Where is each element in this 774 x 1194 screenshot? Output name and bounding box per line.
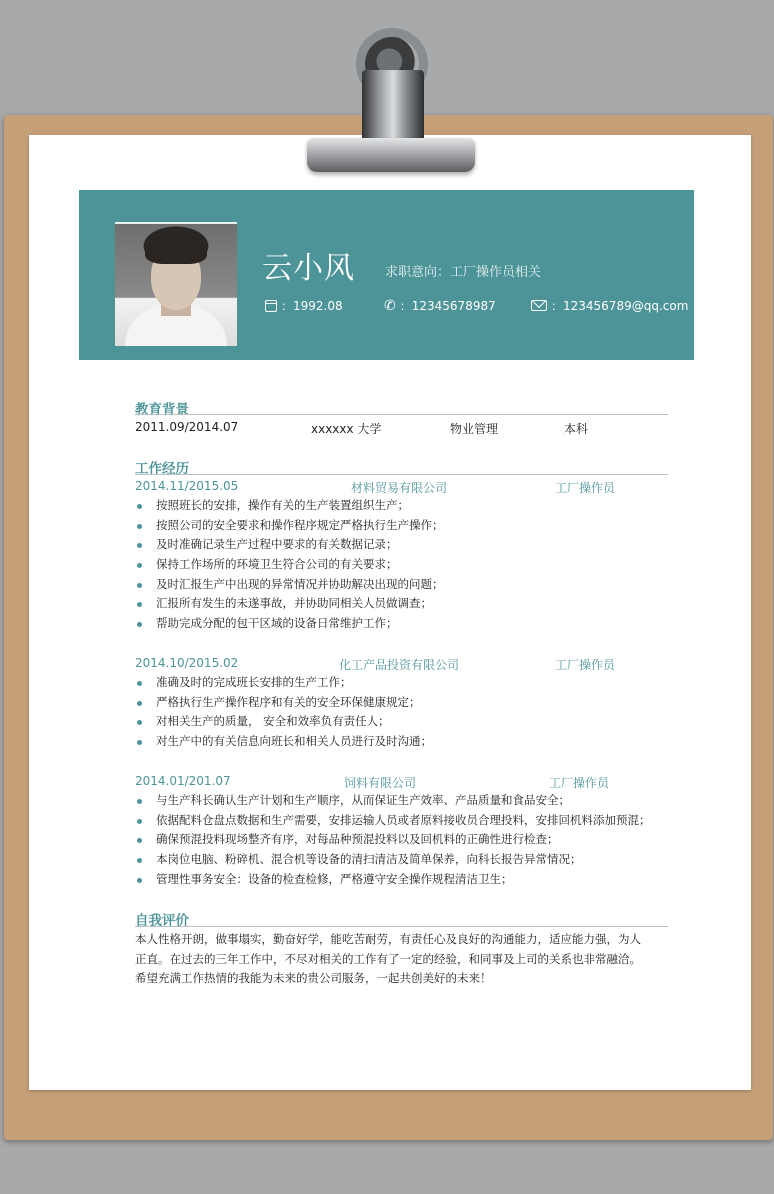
self-eval-line: 正直。在过去的三年工作中，不尽对相关的工作有了一定的经验，和同事及上司的关系也非常融洽。 [135,951,641,966]
education-school: xxxxxx 大学 [311,422,382,436]
self-eval-text [135,930,655,989]
calendar-icon [265,300,277,312]
birth-date: ：1992.08 [281,299,343,313]
job-intent: 求职意向：工厂操作员相关 [385,265,542,280]
job-3-period: 2014.01/201.07 [135,774,231,788]
birth-info [265,297,343,314]
self-eval-title: 自我评价 [135,913,189,929]
self-eval-line: 希望充满工作热情的我能为未来的贵公司服务，一起共创美好的未来！ [135,971,492,985]
phone-icon: ✆ [384,297,396,314]
mail-icon [531,300,547,311]
duty-item: 管理性事务安全：设备的检查检修，严格遵守安全操作规程清洁卫生； [135,870,651,890]
job-1-company: 材料贸易有限公司 [351,481,448,495]
duty-item: 保持工作场所的环境卫生符合公司的有关要求； [135,555,444,575]
email-info [531,297,688,314]
job-1-duties [135,496,444,634]
applicant-name: 云小风 [262,251,355,286]
duty-item: 汇报所有发生的未遂事故，并协助同相关人员做调查； [135,594,444,614]
job-3-company: 饲料有限公司 [344,776,417,790]
education-period: 2011.09/2014.07 [135,420,239,434]
profile-photo [115,222,237,346]
job-1-period: 2014.11/2015.05 [135,479,239,493]
duty-item: 严格执行生产操作程序和有关的安全环保健康规定； [135,693,432,713]
duty-item: 本岗位电脑、粉碎机、混合机等设备的清扫清洁及简单保养，向科长报告异常情况； [135,850,651,870]
job-2-company: 化工产品投资有限公司 [339,658,460,672]
education-divider [135,414,668,415]
duty-item: 及时汇报生产中出现的异常情况并协助解决出现的问题； [135,575,444,595]
duty-item: 准确及时的完成班长安排的生产工作； [135,673,432,693]
self-eval-line: 本人性格开朗，做事塌实，勤奋好学，能吃苦耐劳，有责任心及良好的沟通能力，适应能力强，为人 [135,932,641,946]
job-1-role: 工厂操作员 [555,481,616,495]
email-address: ：123456789@qq.com [551,299,689,313]
duty-item: 及时准确记录生产过程中要求的有关数据记录； [135,535,444,555]
job-2-duties [135,673,432,752]
education-major: 物业管理 [450,422,499,436]
duty-item: 按照班长的安排，操作有关的生产装置组织生产； [135,496,444,516]
duty-item: 与生产科长确认生产计划和生产顺序，从而保证生产效率、产品质量和食品安全； [135,791,651,811]
job-2-role: 工厂操作员 [555,658,616,672]
phone-info [384,297,496,314]
duty-item: 对相关生产的质量， 安全和效率负有责任人； [135,712,432,732]
duty-item: 确保预混投料现场整齐有序，对每品种预混投料以及回机料的正确性进行检查； [135,830,651,850]
job-3-role: 工厂操作员 [549,776,610,790]
phone-number: ：12345678987 [399,299,496,313]
education-title: 教育背景 [135,402,189,418]
duty-item: 对生产中的有关信息向班长和相关人员进行及时沟通； [135,732,432,752]
job-3-duties [135,791,651,889]
work-title: 工作经历 [135,461,189,477]
job-2-period: 2014.10/2015.02 [135,656,239,670]
work-divider [135,474,668,475]
duty-item: 帮助完成分配的包干区域的设备日常维护工作； [135,614,444,634]
binder-clip-body [362,70,424,148]
binder-clip-base [307,138,475,172]
self-eval-divider [135,926,668,927]
duty-item: 按照公司的安全要求和操作程序规定严格执行生产操作； [135,516,444,536]
duty-item: 依据配料仓盘点数据和生产需要，安排运输人员或者原料接收员合理投料，安排回机料添加预混； [135,811,651,831]
education-degree: 本科 [564,422,589,436]
